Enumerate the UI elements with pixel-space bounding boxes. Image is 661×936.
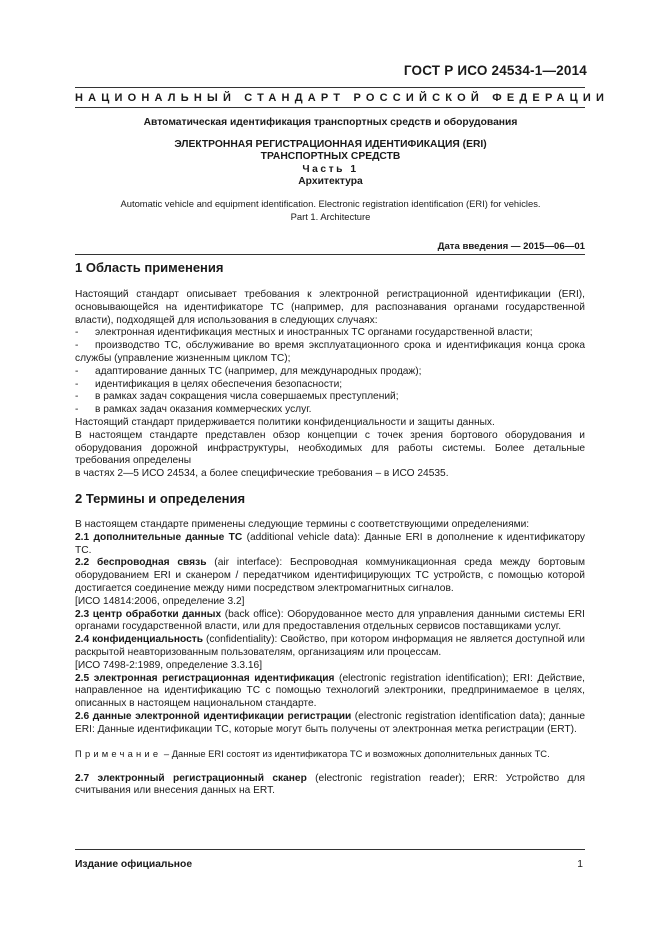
section-1-heading: 1 Область применения xyxy=(75,260,224,275)
terms-intro: В настоящем стандарте применены следующие термины с соответствующими определениями: xyxy=(75,519,530,530)
document-title xyxy=(60,139,601,188)
english-title-line-1: Automatic vehicle and equipment identification. Electronic registration identification (ERI) for vehicles. xyxy=(120,198,541,209)
part-title: Архитектура xyxy=(298,175,363,187)
footer-rule xyxy=(75,849,585,850)
page-number: 1 xyxy=(577,859,583,870)
term-2-4: 2.4 конфиденциальность (confidentiality): Свойство, при котором информация не является доступной или раскрытой неавторизованным пользователям, организациям или процессам. xyxy=(75,634,585,658)
term-2-3: 2.3 центр обработки данных (back office): Оборудованное место для управления данными системы ERI органами государственной власти, или для предоставления отдельных сервисов поставщиками услуг. xyxy=(75,608,585,633)
list-item: - в рамках задач сокращения числа совершаемых преступлений; xyxy=(75,391,399,403)
term-2-2: 2.2 беспроводная связь (air interface): Беспроводная коммуникационная среда между бортовым оборудованием ERI и сканером / передатчиком идентифицирующих ТС устройств, с помощью которой достигается соединение между ними посредством электромагнитных сигналов. xyxy=(75,557,585,594)
term-2-5: 2.5 электронная регистрационная идентификация (electronic registration identification); ERI: Действие, направленное на идентификацию ТС с помощью технологий электроники, предпринимаемое в целях, описанных в настоящем национальном стандарте. xyxy=(75,672,585,710)
date-rule xyxy=(75,254,585,255)
section-2-body xyxy=(75,519,585,798)
banner-rule xyxy=(75,107,585,108)
term-2-1: 2.1 дополнительные данные ТС (additional vehicle data): Данные ERI в дополнение к идентификатору ТС. xyxy=(75,531,586,556)
subject-line: Автоматическая идентификация транспортных средств и оборудования xyxy=(143,117,518,128)
english-title xyxy=(60,198,601,223)
term-2-7: 2.7 электронный регистрационный сканер (electronic registration reader); ERR: Устройство для считывания или внесения данных на ERT. xyxy=(75,772,585,797)
list-item: - в рамках задач оказания коммерческих услуг. xyxy=(75,404,312,416)
note: Примечание – Данные ERI состоят из идентификатора ТС и возможных дополнительных данных ТС. xyxy=(75,747,550,759)
section-2-heading: 2 Термины и определения xyxy=(75,491,246,506)
top-rule xyxy=(75,87,585,88)
overview-paragraph: В настоящем стандарте представлен обзор концепции с точек зрения бортового оборудования и оборудования дорожной инфраструктуры, необходимых для работы системы. Более детальные требования определены xyxy=(75,429,585,467)
list-item: - адаптирование данных ТС (например, для международных продаж); xyxy=(75,365,422,377)
title-line-1: ЭЛЕКТРОННАЯ РЕГИСТРАЦИОННАЯ ИДЕНТИФИКАЦИЯ (ERI) xyxy=(174,139,487,150)
term-2-4-reference: [ИСО 7498-2:1989, определение 3.3.16] xyxy=(75,659,263,671)
section-1-body xyxy=(75,289,585,481)
introduction-date: Дата введения — 2015—06—01 xyxy=(437,241,585,252)
list-item: - производство ТС, обслуживание во время эксплуатационного срока и идентификация конца срока службы (управление жизненным циклом ТС); xyxy=(75,340,585,364)
title-line-2: ТРАНСПОРТНЫХ СРЕДСТВ xyxy=(260,151,401,163)
national-standard-banner: НАЦИОНАЛЬНЫЙ СТАНДАРТ РОССИЙСКОЙ ФЕДЕРАЦИИ xyxy=(75,92,610,104)
list-item: - идентификация в целях обеспечения безопасности; xyxy=(75,378,343,390)
parts-paragraph: в частях 2—5 ИСО 24534, а более специфические требования – в ИСО 24535. xyxy=(75,468,449,480)
scope-paragraph: Настоящий стандарт описывает требования к электронной регистрационной идентификации (ERI), основывающейся на идентификаторе ТС (например, для распознавания органами государственной власти), подходящей для использования в следующих случаях: xyxy=(75,289,585,326)
english-title-line-2: Part 1. Architecture xyxy=(290,210,371,222)
term-2-6: 2.6 данные электронной идентификации регистрации (electronic registration identification data); данные ERI: Данные идентификации ТС, которые могут быть получены от электронная метка регистрации (ERT). xyxy=(75,710,585,735)
part-label: Часть 1 xyxy=(302,163,359,175)
standard-number: ГОСТ Р ИСО 24534-1—2014 xyxy=(403,63,587,78)
privacy-paragraph: Настоящий стандарт придерживается политики конфиденциальности и защиты данных. xyxy=(75,416,495,428)
term-2-2-reference: [ИСО 14814:2006, определение 3.2] xyxy=(75,595,245,607)
list-item: - электронная идентификация местных и иностранных ТС органами государственной власти; xyxy=(75,327,533,339)
edition-label: Издание официальное xyxy=(75,859,193,870)
